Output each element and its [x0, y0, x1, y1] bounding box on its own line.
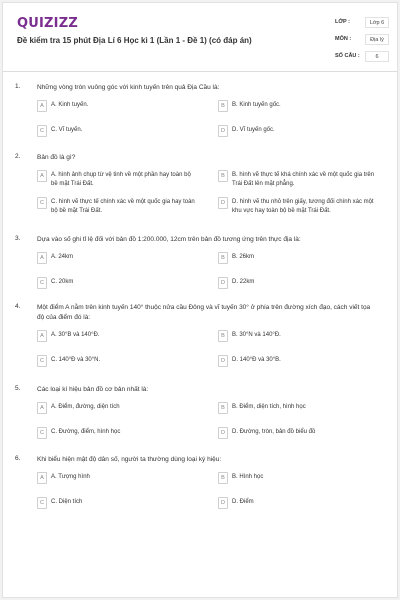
option-letter-box: D	[218, 277, 228, 289]
question-number: 1.	[15, 83, 21, 90]
option-letter-box: C	[37, 125, 47, 137]
meta-question-count	[335, 49, 391, 66]
option-letter-box: A	[37, 330, 47, 342]
option-letter-box: D	[218, 427, 228, 439]
question-number: 4.	[15, 303, 21, 310]
option-text: B. hình vẽ thực tế khá chính xác về một quốc gia trên Trái Đất lên mặt phẳng.	[232, 172, 375, 187]
option-text: C. 140°Đ và 30°N.	[51, 357, 101, 363]
answer-option-b[interactable]	[218, 170, 378, 190]
meta-key: SỐ CÂU :	[335, 53, 360, 59]
option-letter-box: A	[37, 100, 47, 112]
meta-key: MÔN :	[335, 36, 352, 42]
answer-option-a[interactable]	[37, 330, 197, 344]
option-text: C. Đường, điểm, hình học	[51, 429, 121, 435]
option-text: B. Điểm, diện tích, hình học	[232, 404, 306, 410]
option-text: B. Hình học	[232, 474, 264, 480]
option-text: D. Điểm	[232, 499, 254, 505]
option-letter-box: B	[218, 402, 228, 414]
answer-option-c[interactable]	[37, 197, 197, 217]
option-letter-box: A	[37, 170, 47, 182]
option-text: C. Vĩ tuyến.	[51, 127, 83, 133]
worksheet-header	[3, 3, 397, 67]
option-letter-box: B	[218, 330, 228, 342]
option-letter-box: B	[218, 472, 228, 484]
meta-subject	[335, 32, 391, 49]
option-text: A. 24km	[51, 254, 74, 260]
answer-option-a[interactable]	[37, 100, 197, 114]
meta-value: 6	[365, 51, 389, 62]
worksheet	[2, 2, 398, 598]
answer-option-d[interactable]	[218, 125, 378, 139]
answer-option-c[interactable]	[37, 497, 197, 511]
option-text: A. hình ảnh chụp từ vệ tinh về một phần hay toàn bộ bề mặt Trái Đất.	[51, 172, 191, 187]
option-text: B. 26km	[232, 254, 255, 260]
answer-option-c[interactable]	[37, 427, 197, 441]
option-text: B. Kinh tuyến gốc.	[232, 102, 281, 108]
answer-option-d[interactable]	[218, 277, 378, 291]
option-letter-box: D	[218, 125, 228, 137]
option-text: C. hình vẽ thực tế chính xác về một quốc gia hay toàn bộ bề mặt Trái Đất.	[51, 199, 195, 214]
answer-option-a[interactable]	[37, 252, 197, 266]
option-text: D. Đường, tròn, bản đồ biểu đồ	[232, 429, 316, 435]
answer-option-b[interactable]	[218, 472, 378, 486]
meta-key: LỚP :	[335, 19, 350, 25]
option-text: D. 22km	[232, 279, 255, 285]
answer-option-c[interactable]	[37, 277, 197, 291]
option-letter-box: C	[37, 197, 47, 209]
header-divider	[3, 71, 397, 72]
option-text: A. Tượng hình	[51, 474, 90, 480]
quizizz-logo: QUIZIZZ	[17, 16, 78, 31]
question-number: 3.	[15, 235, 21, 242]
option-letter-box: C	[37, 497, 47, 509]
option-letter-box: B	[218, 252, 228, 264]
option-letter-box: C	[37, 277, 47, 289]
answer-option-b[interactable]	[218, 330, 378, 344]
option-letter-box: C	[37, 355, 47, 367]
answer-option-d[interactable]	[218, 427, 378, 441]
question-number: 2.	[15, 153, 21, 160]
question-text: Những vòng tròn vuông góc với kinh tuyến trên quả Địa Cầu là:	[37, 84, 220, 91]
question-text: Khi biểu hiện mật độ dân số, người ta thường dùng loại ký hiệu:	[37, 456, 222, 463]
meta-class	[335, 15, 391, 32]
meta-value: Lớp 6	[365, 17, 389, 28]
answer-option-c[interactable]	[37, 125, 197, 139]
answer-option-b[interactable]	[218, 100, 378, 114]
option-letter-box: D	[218, 197, 228, 209]
option-text: C. 20km	[51, 279, 74, 285]
option-letter-box: B	[218, 100, 228, 112]
answer-option-d[interactable]	[218, 497, 378, 511]
option-letter-box: D	[218, 497, 228, 509]
question-number: 6.	[15, 455, 21, 462]
worksheet-title: Đề kiểm tra 15 phút Địa Lí 6 Học kì 1 (Lần 1 - Đề 1) (có đáp án)	[17, 36, 252, 45]
answer-option-b[interactable]	[218, 252, 378, 266]
option-text: A. Kinh tuyến.	[51, 102, 89, 108]
answer-option-a[interactable]	[37, 472, 197, 486]
question-text: Bản đồ là gì?	[37, 154, 76, 161]
option-letter-box: A	[37, 472, 47, 484]
option-text: D. Vĩ tuyến gốc.	[232, 127, 275, 133]
option-text: B. 30°N và 140°Đ.	[232, 332, 281, 338]
option-text: A. 30°B và 140°Đ.	[51, 332, 100, 338]
answer-option-d[interactable]	[218, 355, 378, 369]
meta-value: Địa lý	[365, 34, 389, 45]
option-text: C. Diện tích	[51, 499, 83, 505]
answer-option-b[interactable]	[218, 402, 378, 416]
option-text: A. Điểm, đường, diện tích	[51, 404, 120, 410]
option-letter-box: D	[218, 355, 228, 367]
option-text: D. 140°Đ và 30°B.	[232, 357, 281, 363]
option-text: D. hình vẽ thu nhỏ trên giấy, tương đối chính xác một khu vực hay toàn bộ bề mặt Trái Đất.	[232, 199, 374, 214]
question-text: Các loại kí hiệu bản đồ cơ bản nhất là:	[37, 386, 149, 393]
question-number: 5.	[15, 385, 21, 392]
option-letter-box: A	[37, 402, 47, 414]
question-text: Dựa vào số ghi tỉ lệ đối với bản đồ 1:200.000, 12cm trên bản đồ tương ứng trên thực địa là:	[37, 236, 301, 243]
worksheet-meta	[335, 15, 391, 66]
option-letter-box: A	[37, 252, 47, 264]
answer-option-c[interactable]	[37, 355, 197, 369]
option-letter-box: B	[218, 170, 228, 182]
answer-option-a[interactable]	[37, 402, 197, 416]
answer-option-d[interactable]	[218, 197, 378, 217]
question-text: Một điểm A nằm trên kinh tuyến 140° thuộc nửa cầu Đông và vĩ tuyến 30° ở phía trên đường xích đạo, cách viết tọa độ của điểm đó là:	[37, 304, 371, 321]
answer-option-a[interactable]	[37, 170, 197, 190]
option-letter-box: C	[37, 427, 47, 439]
